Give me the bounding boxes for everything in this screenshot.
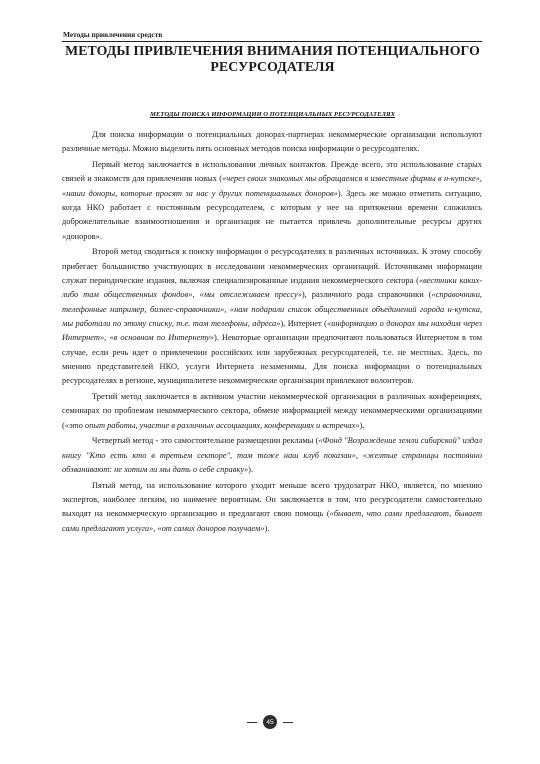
page-title [60,43,485,75]
title-line-1: МЕТОДЫ ПРИВЛЕЧЕНИЯ ВНИМАНИЯ ПОТЕНЦИАЛЬНОГО [65,43,480,58]
paragraph-text: ). [264,523,270,533]
quote: «информацию о донорах мы находим через Интернет», «в основном по Интернету» [62,319,482,343]
quote: «бывает, что сами предлагают, бывает сами предлагают услуги», «от самих доноров получаем» [62,509,482,533]
section-heading: МЕТОДЫ ПОИСКА ИНФОРМАЦИИ О ПОТЕНЦИАЛЬНЫХ РЕСУРСОДАТЕЛЯХ [150,111,395,118]
paragraph-text: ). [359,420,365,430]
paragraph-method-5 [62,479,482,536]
paragraph-intro: Для поиска информации о потенциальных донорах-партнерах некоммерческие организации используют различные методы. Можно выделить пять основных методов поиска информации о ресурсодателях. [62,130,482,154]
body-text [62,128,482,537]
paragraph-text: Третий метод заключается в активном участии некоммерческой организации в различных конференциях, семинарах по проблемам некоммерческого сектора, обмене информацией между некоммерческими организациями ( [62,392,482,430]
quote: «это опыт работы, участие в различных ассоциациях, конференциях и встречах» [64,420,360,430]
paragraph-text: ). [248,465,254,475]
quote: «Фонд "Возрождение земли сибирской" издал книгу "Кто есть кто в третьем секторе", там тоже наш клуб показан», «желтые страницы постоянно обзванивают: не хотим ли мы дать о себе справку» [62,436,482,475]
quote: «через своих знакомых мы обращаемся в известные фирмы в н-кутске», «наши доноры, которые просят за нас у других потенциальных доноров» [62,174,482,198]
title-line-2: РЕСУРСОДАТЕЛЯ [210,59,335,74]
paragraph-text: Второй метод сводиться к поиску информации о ресурсодателях в различных источниках. К этому способу прибегает большинство участвующих в исследовании некоммерческих организаций. Источниками информации служат периодические издания, включая специализированные издания некоммерческого сектора ( [62,247,482,286]
footer-dash-right [283,722,293,723]
paragraph-text: ), Интернет ( [280,319,327,329]
paragraph-method-2 [62,245,482,388]
paragraph-text: ). Здесь же можно отметить ситуацию, когда НКО работает с постоянным ресурсодателем, с которым у нее на протяжении времени сложились доброжелательные взаимоотношения и организация не пытается привлечь дополнительные ресурсы других «доноров». [62,188,483,241]
paragraph-method-3 [62,390,482,433]
paragraph-text: Первый метод заключается в использовании личных контактов. Прежде всего, это использование старых связей и знакомств для привлечения новых ( [62,159,482,184]
paragraph-method-4 [62,434,482,477]
running-head: Методы привлечения средств [63,30,163,39]
quote: «справочники, телефонные например, бизнес-справочники», «нам подарили список общественных объединений города н-кутска, мы работали по этому списку, т.е. там телефоны, адреса» [62,290,482,329]
paragraph-text: Четвертый метод - это самостоятельное размещении рекламы ( [92,436,319,446]
page-number: 45 [263,715,277,729]
paragraph-method-1 [62,158,482,244]
header-rule [62,41,482,42]
paragraph-text: Пятый метод, на использование которого уходит меньше всего трудозатрат НКО, является, по мнению экспертов, наиболее легким, но наименее вероятным. Он заключается в том, что ресурсодатели самостоятельно выходят на некоммерческую организацию и предлагают свою помощь ( [62,480,482,519]
quote: «вестники каких-либо там общественных фондов», «мы отслеживаем прессу» [62,276,483,300]
page-footer [0,714,540,730]
paragraph-text: ). Некоторые организации предпочитают пользоваться Интернетом в том случае, если речь идет о привлечении российских или зарубежных ресурсодателей, т.е. не местных. Здесь, по мнению представителей НКО, услуги Интернета незаменимы. Для поиска информации о потенциальных ресурсодателях в регионе, муниципалитете некоммерческие организации привлекают волонтеров. [62,333,482,386]
footer-dash-left [247,722,257,723]
paragraph-text: ), различного рода справочники ( [301,290,432,300]
